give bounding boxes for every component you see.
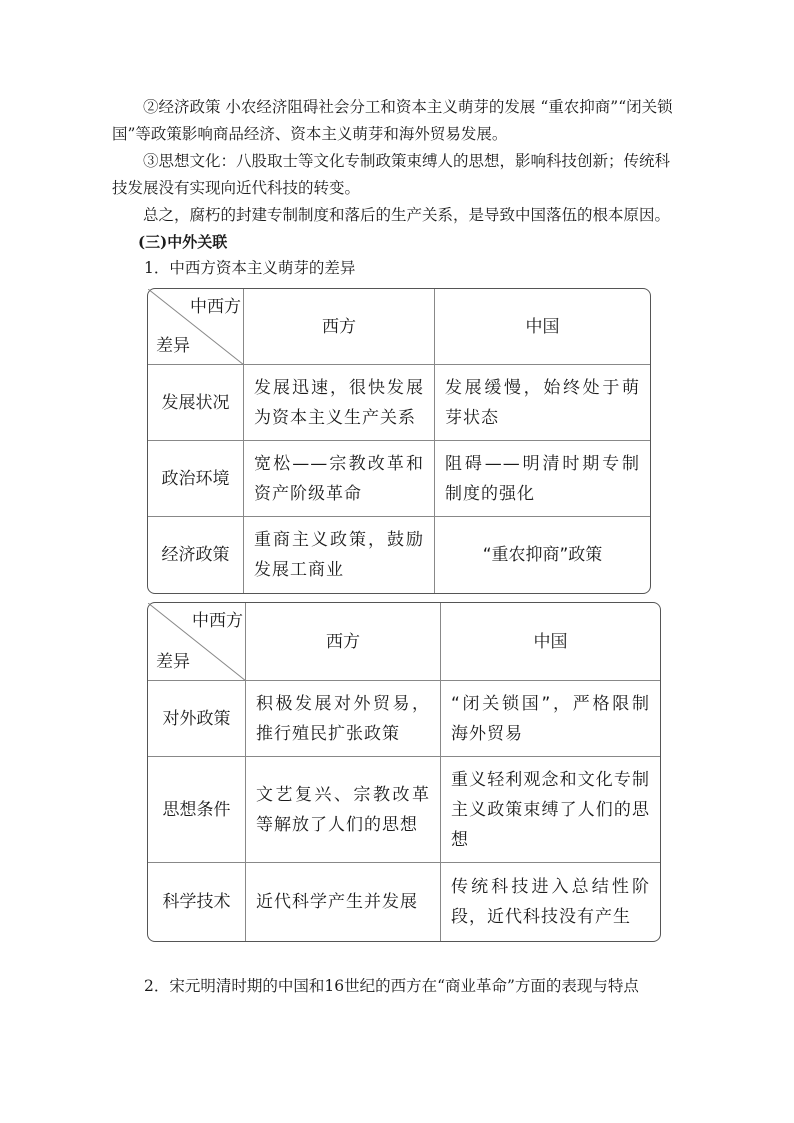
table-row	[148, 365, 650, 441]
cell-china: 重义轻利观念和文化专制主义政策束缚了人们的思想	[441, 757, 660, 863]
table-row	[148, 757, 660, 863]
section-heading: (三)中外关联	[138, 233, 228, 251]
paragraph-thought-culture: ③思想文化：八股取士等文化专制政策束缚人的思想，影响科技创新；传统科技发展没有实现向近代科技的转变。	[112, 152, 671, 197]
subheading-capitalism-differences: 1．中西方资本主义萌芽的差异	[144, 259, 356, 277]
paragraph-conclusion: 总之，腐朽的封建专制制度和落后的生产关系，是导致中国落伍的根本原因。	[143, 206, 671, 224]
table-row	[148, 863, 660, 941]
cell-west: 重商主义政策，鼓励发展工商业	[244, 517, 435, 593]
cell-china: 传统科技进入总结性阶段，近代科技没有产生	[451, 877, 650, 927]
comparison-table-2	[147, 602, 661, 942]
row-label: 经济政策	[148, 517, 244, 593]
cell-china: “闭关锁国”，严格限制海外贸易	[441, 681, 660, 757]
subheading-commercial-revolution: 2．宋元明清时期的中国和16世纪的西方在“商业革命”方面的表现与特点	[144, 977, 639, 995]
column-header-west: 西方	[246, 603, 441, 681]
cell-west: 宽松——宗教改革和资产阶级革命	[244, 441, 435, 517]
row-label: 科学技术	[148, 863, 246, 941]
cell-west: 积极发展对外贸易，推行殖民扩张政策	[246, 681, 441, 757]
corner-label-top: 中西方	[190, 297, 241, 317]
cell-china: 发展缓慢，始终处于萌芽状态	[435, 365, 650, 441]
comparison-table-1	[147, 288, 651, 594]
corner-label-bottom: 差异	[156, 652, 190, 672]
row-label: 对外政策	[148, 681, 246, 757]
column-header-china: 中国	[441, 603, 660, 681]
cell-west: 文艺复兴、宗教改革等解放了人们的思想	[246, 757, 441, 863]
table-header-row	[148, 603, 660, 681]
row-label: 发展状况	[148, 365, 244, 441]
row-label: 政治环境	[148, 441, 244, 517]
cell-west: 发展迅速，很快发展为资本主义生产关系	[244, 365, 435, 441]
table-header-row	[148, 289, 650, 365]
corner-label-top: 中西方	[192, 611, 243, 631]
diagonal-header-cell	[148, 603, 246, 681]
table-row	[148, 441, 650, 517]
cell-west: 近代科学产生并发展	[246, 863, 441, 941]
cell-china: 阻碍——明清时期专制制度的强化	[435, 441, 650, 517]
table-row	[148, 681, 660, 757]
column-header-china: 中国	[435, 289, 650, 365]
paragraph-economic-policy: ②经济政策 小农经济阻碍社会分工和资本主义萌芽的发展 “重农抑商”“闭关锁国”等政策影响商品经济、资本主义萌芽和海外贸易发展。	[112, 98, 673, 143]
table-row	[148, 517, 650, 593]
cell-china: “重农抑商”政策	[482, 545, 603, 565]
diagonal-header-cell	[148, 289, 244, 365]
row-label: 思想条件	[148, 757, 246, 863]
corner-label-bottom: 差异	[156, 336, 190, 356]
column-header-west: 西方	[244, 289, 435, 365]
